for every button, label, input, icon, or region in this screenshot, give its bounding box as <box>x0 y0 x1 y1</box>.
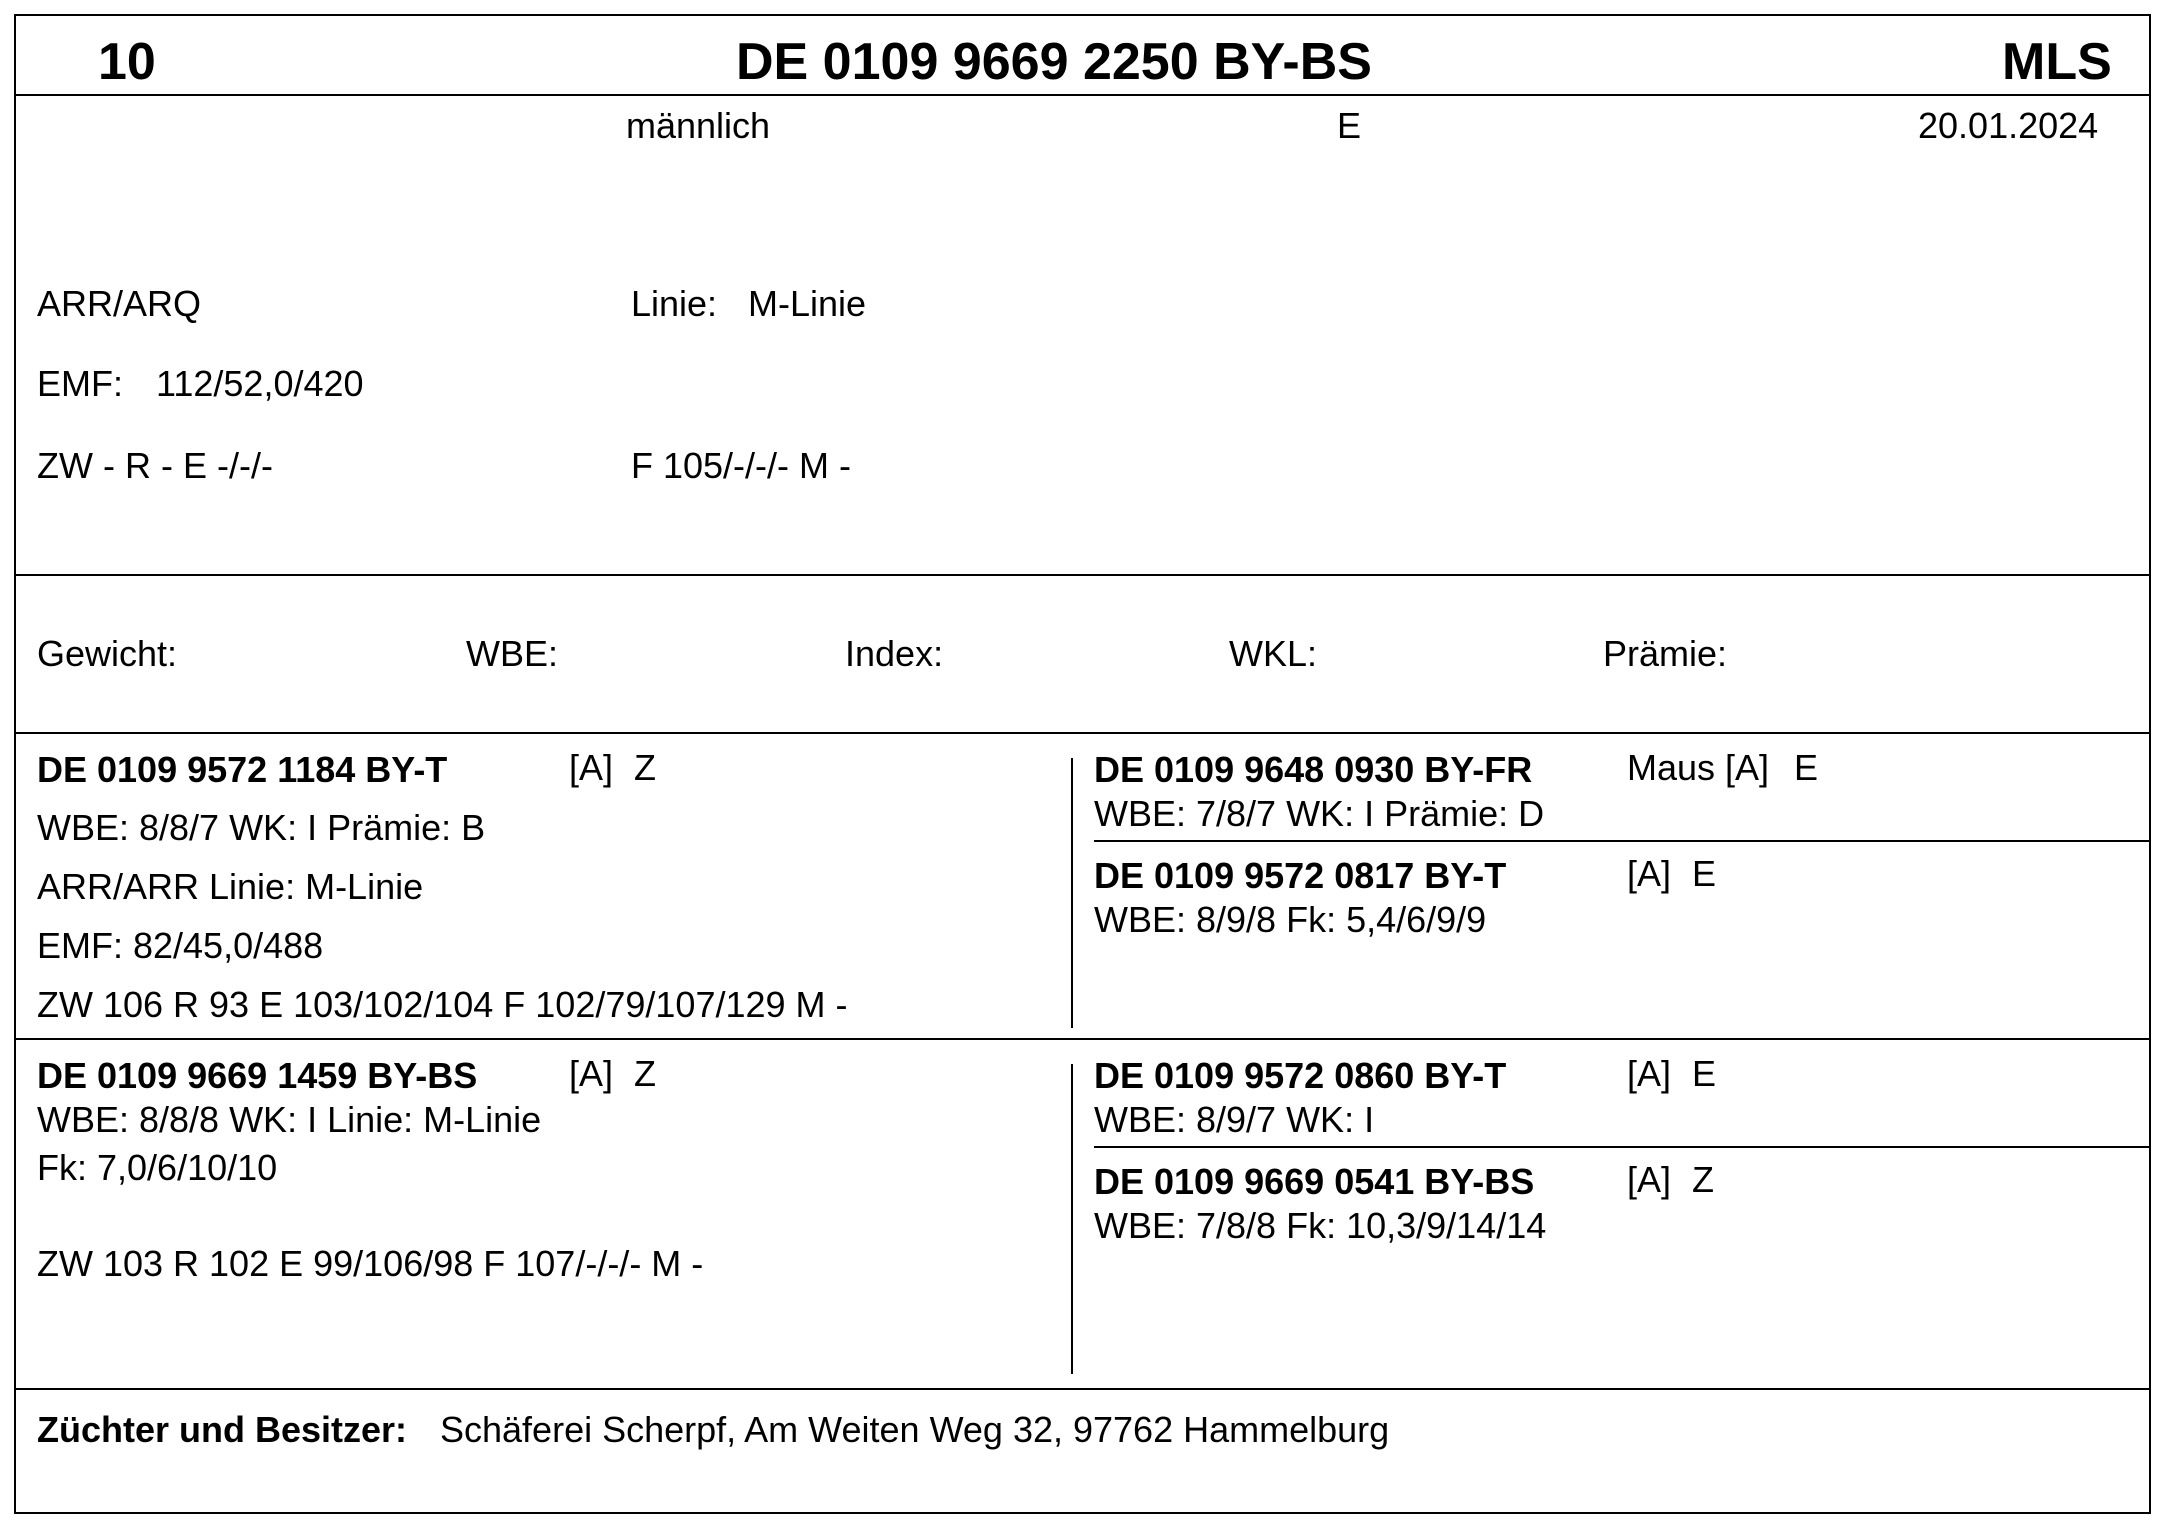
sire-line-3: EMF: 82/45,0/488 <box>37 925 324 966</box>
sire-sire-mark: E <box>1794 747 1819 788</box>
info-divider <box>16 574 2149 576</box>
sire-mark: Z <box>634 747 656 788</box>
praemie-field: Prämie: <box>1603 633 1728 674</box>
animal-id: DE 0109 9669 2250 BY-BS <box>736 33 1372 91</box>
parents-divider <box>16 1038 2149 1040</box>
dam-dam-mark: Z <box>1692 1159 1714 1200</box>
weight-field: Gewicht: <box>37 633 178 674</box>
genotype: ARR/ARQ <box>37 283 202 324</box>
wbe-field: WBE: <box>466 633 559 674</box>
emf-value: 112/52,0/420 <box>156 363 364 404</box>
line-value: M-Linie <box>748 283 867 324</box>
wkl-field: WKL: <box>1229 633 1318 674</box>
birth-date: 20.01.2024 <box>1918 105 2099 146</box>
footer-divider <box>16 1388 2149 1390</box>
sire-dam-line-1: WBE: 8/9/8 Fk: 5,4/6/9/9 <box>1094 899 1487 940</box>
sire-dam-tag: [A] <box>1627 853 1672 894</box>
catalog-number: 10 <box>98 33 156 91</box>
dam-line-1: WBE: 8/8/8 WK: I Linie: M-Linie <box>37 1099 542 1140</box>
zw-values: ZW - R - E -/-/- <box>37 445 273 486</box>
dam-tag: [A] <box>569 1053 614 1094</box>
sire-tag: [A] <box>569 747 614 788</box>
breeder-value: Schäferei Scherpf, Am Weiten Weg 32, 97762 Hammelburg <box>440 1409 1390 1450</box>
f-values: F 105/-/-/- M - <box>631 445 852 486</box>
sire-parents-divider <box>1094 840 2149 842</box>
sire-line-2: ARR/ARR Linie: M-Linie <box>37 866 424 907</box>
breed-code: MLS <box>2002 33 2112 91</box>
dam-dam-id: DE 0109 9669 0541 BY-BS <box>1094 1161 1535 1202</box>
birth-mark: E <box>1337 105 1362 146</box>
sire-sire-id: DE 0109 9648 0930 BY-FR <box>1094 749 1533 790</box>
dam-sire-line-1: WBE: 8/9/7 WK: I <box>1094 1099 1375 1140</box>
dam-dam-tag: [A] <box>1627 1159 1672 1200</box>
fields-divider <box>16 732 2149 734</box>
header-divider <box>16 94 2149 96</box>
dam-dam-line-1: WBE: 7/8/8 Fk: 10,3/9/14/14 <box>1094 1205 1547 1246</box>
index-field: Index: <box>845 633 944 674</box>
dam-mark: Z <box>634 1053 656 1094</box>
dam-separator <box>1071 1064 1073 1374</box>
sire-sire-tag: Maus [A] <box>1627 747 1770 788</box>
dam-line-2: Fk: 7,0/6/10/10 <box>37 1147 278 1188</box>
dam-parents-divider <box>1094 1146 2149 1148</box>
dam-sire-id: DE 0109 9572 0860 BY-T <box>1094 1055 1507 1096</box>
dam-id: DE 0109 9669 1459 BY-BS <box>37 1055 478 1096</box>
sire-line-4: ZW 106 R 93 E 103/102/104 F 102/79/107/129 M - <box>37 984 848 1025</box>
pedigree-card <box>14 14 2151 1514</box>
gender: männlich <box>626 105 771 146</box>
dam-sire-mark: E <box>1692 1053 1717 1094</box>
emf-label: EMF: <box>37 363 123 404</box>
dam-line-3: ZW 103 R 102 E 99/106/98 F 107/-/-/- M - <box>37 1243 704 1284</box>
sire-separator <box>1071 758 1073 1028</box>
sire-dam-mark: E <box>1692 853 1717 894</box>
sire-dam-id: DE 0109 9572 0817 BY-T <box>1094 855 1507 896</box>
breeder-label: Züchter und Besitzer: <box>37 1409 408 1450</box>
sire-sire-line-1: WBE: 7/8/7 WK: I Prämie: D <box>1094 793 1545 834</box>
sire-line-1: WBE: 8/8/7 WK: I Prämie: B <box>37 807 486 848</box>
dam-sire-tag: [A] <box>1627 1053 1672 1094</box>
sire-id: DE 0109 9572 1184 BY-T <box>37 749 448 790</box>
line-label: Linie: <box>631 283 718 324</box>
